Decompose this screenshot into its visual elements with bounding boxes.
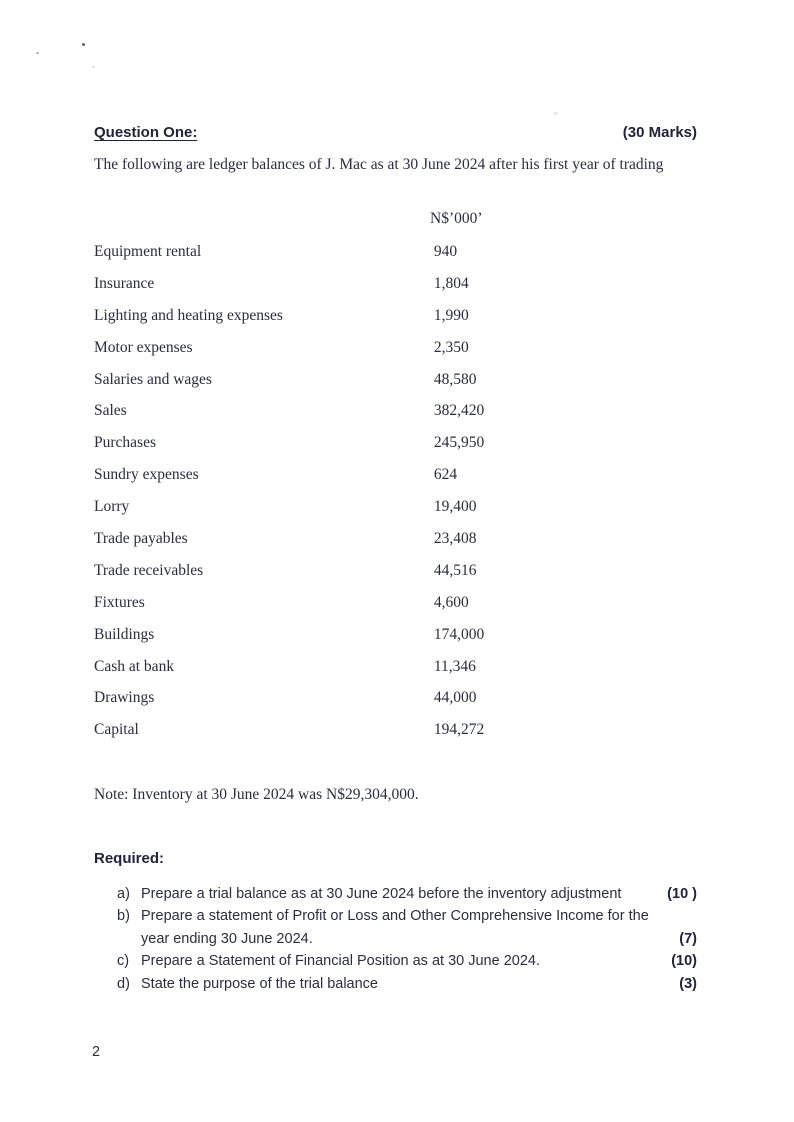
required-item-text: Prepare a trial balance as at 30 June 2024 before the inventory adjustment (141, 886, 622, 902)
ledger-value: 940 (433, 243, 458, 260)
scan-speck (92, 66, 95, 68)
ledger-value: 23,408 (433, 530, 477, 548)
ledger-label: Salaries and wages (94, 370, 212, 388)
ledger-label: Trade receivables (94, 561, 204, 579)
required-item-text: Prepare a statement of Profit or Loss and Other Comprehensive Income for the year ending 30 June 2024. (141, 908, 649, 947)
ledger-value: 4,600 (433, 593, 469, 611)
ledger-row (94, 498, 614, 530)
required-item-text: State the purpose of the trial balance (141, 975, 378, 992)
ledger-row (94, 371, 614, 403)
required-item-letter: d) (117, 975, 130, 992)
ledger-value: 48,580 (433, 370, 477, 388)
ledger-row (94, 243, 614, 275)
ledger-row (94, 307, 614, 339)
intro-text: The following are ledger balances of J. Mac as at 30 June 2024 after his first year of trading (94, 156, 664, 173)
ledger-value: 245,950 (433, 434, 485, 452)
ledger-label: Sales (94, 402, 127, 420)
ledger-value: 174,000 (433, 625, 485, 643)
ledger-rows (94, 243, 614, 753)
ledger-row (94, 434, 614, 466)
ledger-label: Equipment rental (94, 243, 202, 260)
ledger-label: Insurance (94, 274, 155, 292)
ledger-row (94, 689, 614, 721)
ledger-value: 44,516 (433, 561, 477, 579)
required-item-letter: b) (117, 908, 130, 925)
ledger-label: Fixtures (94, 593, 145, 611)
required-item (117, 973, 697, 995)
ledger-label: Capital (94, 721, 139, 739)
ledger-row (94, 466, 614, 498)
ledger-label: Buildings (94, 625, 155, 643)
required-list (117, 883, 697, 995)
ledger-value: 382,420 (433, 402, 485, 420)
ledger-value: 2,350 (433, 338, 469, 356)
ledger-row (94, 721, 614, 753)
question-title: Question One: (94, 124, 198, 141)
ledger-value: 11,346 (433, 657, 476, 675)
ledger-value: 1,990 (433, 306, 469, 324)
ledger-column-header: N$’000’ (430, 210, 483, 227)
required-item-marks: (10 ) (667, 886, 697, 902)
question-marks: (30 Marks) (622, 124, 697, 141)
scan-speck (82, 43, 85, 46)
required-item-letter: c) (117, 953, 130, 970)
ledger-label: Purchases (94, 434, 156, 452)
ledger-row (94, 402, 614, 434)
ledger-value: 194,272 (433, 721, 485, 739)
page-number: 2 (92, 1044, 101, 1060)
ledger-row (94, 275, 614, 307)
ledger-label: Lorry (94, 498, 130, 516)
scan-speck (553, 112, 558, 115)
ledger-value: 19,400 (433, 498, 477, 516)
required-item (117, 905, 697, 950)
ledger-value: 44,000 (433, 689, 477, 707)
ledger-label: Motor expenses (94, 338, 193, 356)
ledger-row (94, 339, 614, 371)
required-item (117, 883, 697, 905)
ledger-label: Trade payables (94, 530, 188, 548)
ledger-row (94, 626, 614, 658)
scan-speck (36, 52, 39, 54)
required-heading: Required: (94, 850, 165, 867)
ledger-row (94, 594, 614, 626)
ledger-label: Drawings (94, 689, 155, 707)
ledger-label: Cash at bank (94, 657, 175, 675)
required-item-letter: a) (117, 886, 130, 902)
required-item-marks: (3) (679, 975, 697, 992)
ledger-value: 1,804 (433, 274, 469, 292)
required-item-marks: (10) (671, 953, 697, 970)
question-header (94, 124, 697, 141)
ledger-label: Sundry expenses (94, 466, 199, 484)
ledger-row (94, 658, 614, 690)
ledger-row (94, 562, 614, 594)
inventory-note: Note: Inventory at 30 June 2024 was N$29,304,000. (94, 786, 419, 803)
required-item-marks: (7) (679, 930, 697, 947)
ledger-value: 624 (433, 466, 458, 484)
required-item-text: Prepare a Statement of Financial Position as at 30 June 2024. (141, 953, 540, 970)
ledger-row (94, 530, 614, 562)
ledger-label: Lighting and heating expenses (94, 306, 283, 324)
required-item (117, 950, 697, 972)
